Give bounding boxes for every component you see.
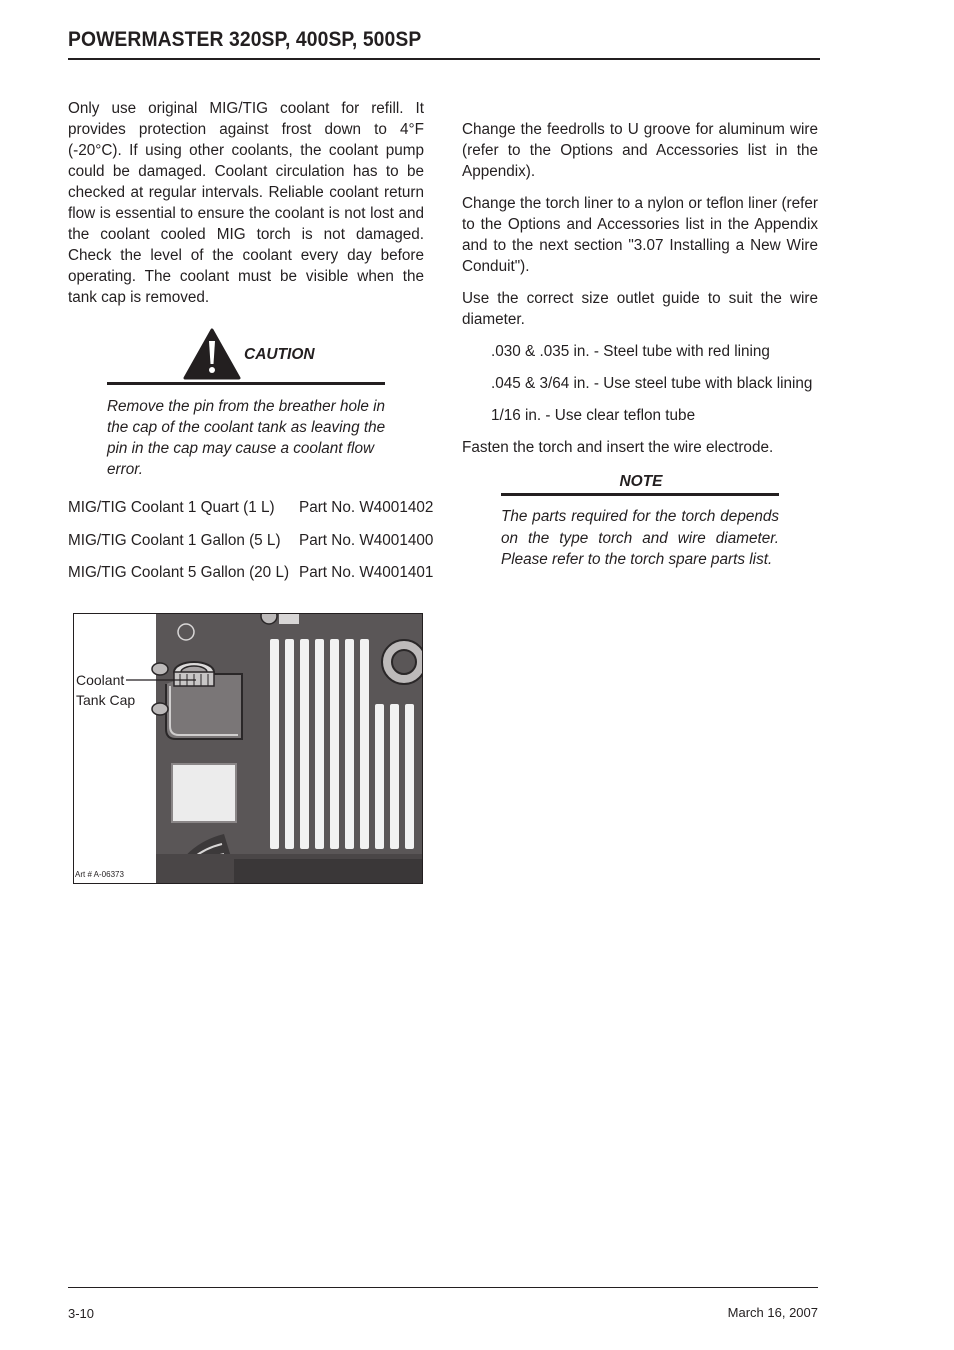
machine-illustration	[74, 614, 422, 883]
caution-text: Remove the pin from the breather hole in the cap of the coolant tank as leaving the pin in the cap may cause a coolant flow error.	[107, 398, 386, 478]
page-date: March 16, 2007	[727, 1305, 818, 1320]
outlet-guide-item: .045 & 3/64 in. - Use steel tube with black lining	[491, 375, 813, 392]
coolant-tank-cap-label	[76, 670, 135, 710]
left-column	[68, 98, 424, 308]
art-number: Art # A-06373	[75, 870, 124, 879]
note-text: The parts required for the torch depends on the type torch and wire diameter. Please refer to the torch spare parts list.	[501, 508, 779, 568]
caution-rule	[107, 382, 385, 385]
caution-box	[107, 328, 387, 480]
part-row	[68, 499, 448, 532]
part-name: MIG/TIG Coolant 5 Gallon (20 L)	[68, 564, 290, 581]
part-row	[68, 564, 448, 597]
header-rule	[68, 58, 820, 60]
label-line: Tank Cap	[76, 692, 136, 708]
note-box	[501, 473, 781, 571]
outlet-guide-item: 1/16 in. - Use clear teflon tube	[491, 407, 696, 424]
coolant-paragraph: Only use original MIG/TIG coolant for refill. It provides protection against frost down to 4°F (-20°C). If using other coolants, the coolant pump could be damaged. Coolant circulation has to be checked at regular intervals. Reliable coolant return flow is essential to ensure the coolant is not lost and the coolant cooled MIG torch is not damaged. Check the level of the coolant every day before operating. The coolant must be visible when the tank cap is removed.	[68, 100, 424, 306]
footer-rule	[68, 1287, 818, 1288]
warning-triangle-icon	[183, 328, 241, 380]
page-number: 3-10	[68, 1306, 95, 1321]
part-name: MIG/TIG Coolant 1 Quart (1 L)	[68, 499, 275, 516]
part-number: Part No. W4001401	[299, 564, 434, 581]
part-number: Part No. W4001402	[299, 499, 434, 516]
coolant-parts-list	[68, 499, 448, 597]
page-title: POWERMASTER 320SP, 400SP, 500SP	[68, 28, 422, 51]
caution-label: CAUTION	[244, 346, 315, 363]
note-label: NOTE	[619, 473, 663, 490]
outlet-guide-paragraph: Use the correct size outlet guide to suit the wire diameter.	[462, 290, 818, 328]
coolant-tank-figure	[73, 613, 423, 884]
right-column	[462, 119, 818, 469]
caution-header	[107, 328, 387, 382]
part-number: Part No. W4001400	[299, 531, 434, 549]
feedrolls-paragraph: Change the feedrolls to U groove for aluminum wire (refer to the Options and Accessories list in the Appendix).	[462, 121, 818, 180]
outlet-guide-item: .030 & .035 in. - Steel tube with red lining	[491, 343, 770, 360]
torch-liner-paragraph: Change the torch liner to a nylon or teflon liner (refer to the Options and Accessories list in the Appendix and to the next section "3.07 Installing a New Wire Conduit").	[462, 195, 818, 275]
part-name: MIG/TIG Coolant 1 Gallon (5 L)	[68, 531, 281, 549]
part-row	[68, 532, 448, 565]
label-line: Coolant	[76, 672, 125, 688]
fasten-torch-paragraph: Fasten the torch and insert the wire electrode.	[462, 439, 774, 456]
note-rule	[501, 493, 779, 496]
